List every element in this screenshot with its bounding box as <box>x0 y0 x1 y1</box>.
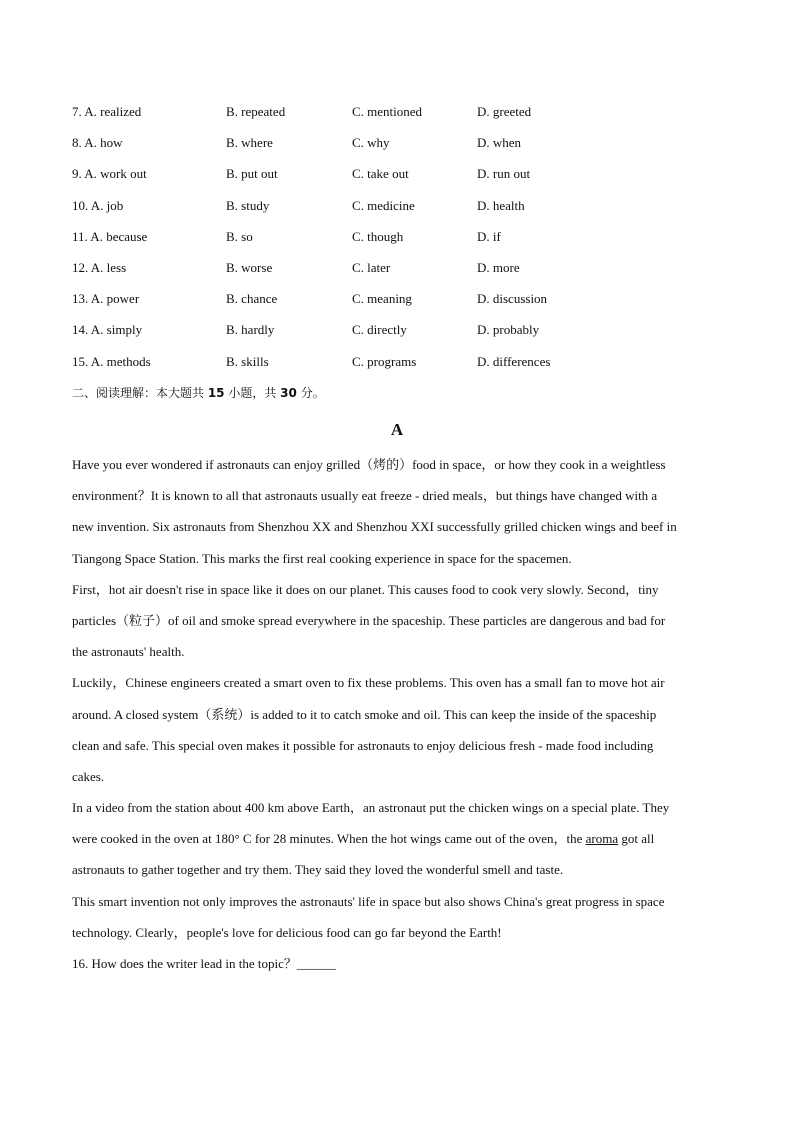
section-mid: 小题，共 <box>224 386 281 400</box>
option-a: 9. A. work out <box>72 166 147 182</box>
passage-line: Luckily，Chinese engineers created a smart oven to fix these problems. This oven has a small fan to move hot air <box>72 675 665 691</box>
option-c: C. why <box>352 135 390 151</box>
option-c: C. directly <box>352 322 407 338</box>
passage-line: technology. Clearly，people's love for delicious food can go far beyond the Earth! <box>72 924 502 940</box>
passage-line: clean and safe. This special oven makes it possible for astronauts to enjoy delicious fresh - made food including <box>72 737 654 753</box>
option-row <box>72 353 732 384</box>
passage-line: particles（粒子）of oil and smoke spread everywhere in the spaceship. These particles are dangerous and bad for <box>72 612 666 628</box>
option-a: 11. A. because <box>72 228 148 244</box>
option-row <box>72 165 732 196</box>
option-b: B. skills <box>226 353 269 369</box>
passage-text: were cooked in the oven at 180° C for 28 minutes. When the hot wings came out of the oven，the <box>72 831 586 847</box>
option-c: C. programs <box>352 353 417 369</box>
passage-text: got all <box>618 831 655 847</box>
option-a: 7. A. realized <box>72 104 142 119</box>
option-d: D. differences <box>477 353 551 369</box>
option-row <box>72 103 732 134</box>
option-b: B. repeated <box>226 104 286 119</box>
option-d: D. greeted <box>477 104 532 119</box>
option-c: C. medicine <box>352 197 415 213</box>
passage-line <box>72 829 722 860</box>
option-b: B. worse <box>226 259 273 275</box>
passage-line: new invention. Six astronauts from Shenzhou XX and Shenzhou XXI successfully grilled chicken wings and beef in <box>72 519 677 535</box>
option-row <box>72 197 732 228</box>
option-d: D. health <box>477 197 525 213</box>
section-score: 30 <box>280 386 297 400</box>
option-d: D. run out <box>477 166 531 182</box>
section-question-count: 15 <box>207 386 225 400</box>
passage-line: First，hot air doesn't rise in space like it does on our planet. This causes food to cook very slowly. Second，tiny <box>72 581 659 597</box>
option-b: B. chance <box>226 291 278 307</box>
question-16: 16. How does the writer lead in the topic？______ <box>72 956 336 971</box>
option-d: D. more <box>477 259 520 275</box>
option-b: B. put out <box>226 166 278 182</box>
passage-line: Have you ever wondered if astronauts can enjoy grilled（烤的）food in space，or how they cook in a weightless <box>72 457 666 472</box>
option-b: B. where <box>226 135 273 151</box>
option-a: 8. A. how <box>72 135 123 151</box>
option-d: D. probably <box>477 322 540 338</box>
option-a: 13. A. power <box>72 291 140 307</box>
option-row <box>72 134 732 165</box>
option-row <box>72 228 732 259</box>
option-b: B. study <box>226 197 270 213</box>
passage-line: around. A closed system（系统）is added to it to catch smoke and oil. This can keep the inside of the spaceship <box>72 706 657 722</box>
option-b: B. so <box>226 228 253 244</box>
option-c: C. meaning <box>352 291 412 307</box>
option-a: 14. A. simply <box>72 322 143 338</box>
option-row <box>72 321 732 352</box>
option-c: C. mentioned <box>352 104 423 119</box>
option-a: 10. A. job <box>72 197 124 213</box>
section-suffix: 分。 <box>296 386 325 400</box>
option-d: D. when <box>477 135 522 151</box>
option-row <box>72 259 732 290</box>
passage-line: cakes. <box>72 768 105 784</box>
passage-title: A <box>390 420 404 439</box>
option-row <box>72 290 732 321</box>
passage-body <box>72 455 722 985</box>
section-prefix: 二、阅读理解：本大题共 <box>72 386 208 400</box>
option-d: D. if <box>477 228 501 244</box>
option-d: D. discussion <box>477 291 548 307</box>
passage-line: In a video from the station about 400 km above Earth，an astronaut put the chicken wings on a special plate. They <box>72 800 670 816</box>
option-c: C. later <box>352 259 391 275</box>
passage-line: This smart invention not only improves the astronauts' life in space but also shows China's great progress in space <box>72 893 665 909</box>
options-list <box>72 103 732 384</box>
option-b: B. hardly <box>226 322 275 338</box>
section-heading <box>72 384 325 402</box>
option-c: C. take out <box>352 166 409 182</box>
underlined-word: aroma <box>585 831 619 847</box>
passage-line: the astronauts' health. <box>72 644 185 660</box>
option-a: 12. A. less <box>72 259 127 275</box>
passage-line: astronauts to gather together and try them. They said they loved the wonderful smell and taste. <box>72 862 564 878</box>
option-c: C. though <box>352 228 404 244</box>
passage-line: environment？It is known to all that astronauts usually eat freeze - dried meals，but things have changed with a <box>72 488 658 504</box>
passage-line: Tiangong Space Station. This marks the first real cooking experience in space for the spacemen. <box>72 550 572 566</box>
option-a: 15. A. methods <box>72 353 151 369</box>
